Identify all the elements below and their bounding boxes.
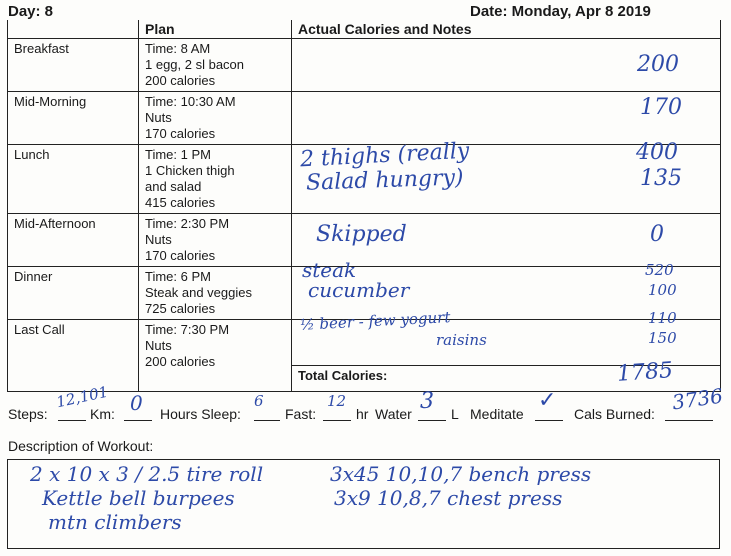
- table-header-row: [8, 20, 721, 39]
- workout-right-line-2: 3x9 10,8,7 chest press: [334, 486, 563, 510]
- meal-column-header: [8, 20, 139, 39]
- workout-left-line-3: mtn climbers: [48, 510, 182, 534]
- water-label: Water: [375, 406, 412, 422]
- calories-lunch-1: 400: [636, 140, 678, 165]
- meal-plan: Time: 8 AM 1 egg, 2 sl bacon 200 calories: [139, 39, 292, 92]
- plan-column-header: Plan: [139, 20, 292, 39]
- lunch-note-1: 2 thighs (really: [299, 138, 470, 173]
- meal-log-table: [7, 20, 721, 392]
- fast-unit: hr: [356, 406, 369, 422]
- workout-label: Description of Workout:: [8, 438, 154, 454]
- meal-name: Dinner: [8, 267, 139, 320]
- lunch-note-2: Salad hungry): [305, 165, 464, 196]
- km-value: 0: [130, 391, 143, 415]
- calories-last-call-1: 110: [648, 309, 677, 327]
- dinner-note-1: steak: [302, 258, 357, 282]
- calories-mid-morning: 170: [640, 95, 682, 120]
- meal-name: Breakfast: [8, 39, 139, 92]
- water-unit: L: [451, 406, 459, 422]
- meal-plan: Time: 7:30 PM Nuts 200 calories: [139, 320, 292, 392]
- meal-name: Mid-Morning: [8, 92, 139, 145]
- mid-afternoon-note: Skipped: [316, 222, 407, 247]
- calories-dinner-2: 100: [648, 281, 677, 299]
- steps-label: Steps:: [8, 406, 48, 422]
- meal-name: Mid-Afternoon: [8, 214, 139, 267]
- table-row: [8, 92, 721, 145]
- sleep-value: 6: [254, 392, 264, 410]
- fast-label: Fast:: [285, 406, 317, 422]
- meditate-check: ✓: [538, 388, 557, 413]
- calories-mid-afternoon: 0: [650, 222, 664, 247]
- day-label: Day: 8: [8, 3, 54, 20]
- workout-left-line-1: 2 x 10 x 3 / 2.5 tire roll: [30, 462, 264, 486]
- sleep-label: Hours Sleep:: [160, 406, 241, 422]
- last-call-note-1: ½ beer - few yogurt: [299, 308, 451, 334]
- calories-dinner-1: 520: [645, 261, 674, 279]
- steps-value: 12,101: [54, 382, 110, 412]
- meal-name: Last Call: [8, 320, 139, 392]
- calories-last-call-2: 150: [648, 329, 677, 347]
- total-calories-value: 1785: [616, 358, 674, 387]
- date-label: Date: Monday, Apr 8 2019: [470, 3, 651, 20]
- workout-left-line-2: Kettle bell burpees: [42, 486, 235, 510]
- table-row: [8, 39, 721, 92]
- meditate-label: Meditate: [470, 406, 524, 422]
- fast-value: 12: [327, 392, 347, 410]
- workout-right-line-1: 3x45 10,10,7 bench press: [330, 462, 592, 486]
- meal-plan: Time: 2:30 PM Nuts 170 calories: [139, 214, 292, 267]
- cals-burned-value: 3736: [670, 383, 725, 415]
- total-calories-label: Total Calories:: [292, 366, 721, 392]
- meal-plan: Time: 10:30 AM Nuts 170 calories: [139, 92, 292, 145]
- water-value: 3: [420, 389, 434, 414]
- actual-column-header: Actual Calories and Notes: [292, 20, 721, 39]
- meal-name: Lunch: [8, 145, 139, 214]
- meal-plan: Time: 6 PM Steak and veggies 725 calories: [139, 267, 292, 320]
- calories-breakfast: 200: [637, 52, 679, 77]
- meal-plan: Time: 1 PM 1 Chicken thigh and salad 415 calories: [139, 145, 292, 214]
- calories-lunch-2: 135: [640, 166, 682, 191]
- cals-burned-label: Cals Burned:: [574, 406, 655, 422]
- km-label: Km:: [90, 406, 115, 422]
- dinner-note-2: cucumber: [308, 278, 410, 302]
- last-call-note-2: raisins: [436, 331, 487, 349]
